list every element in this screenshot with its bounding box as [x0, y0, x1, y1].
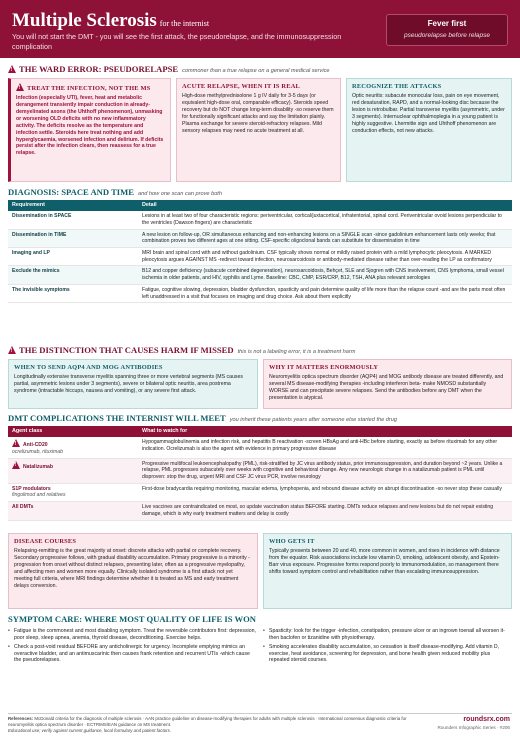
section-dmt-title: DMT COMPLICATIONS THE INTERNIST WILL MEET you inherit these patients years after someone else started the drug — [8, 413, 397, 423]
acute-relapse-box — [176, 78, 341, 182]
table-row — [8, 284, 512, 302]
agent-name: All DMTs — [12, 504, 34, 511]
box-text: Neuromyelitis optica spectrum disorder (AQP4) and MOG antibody disease are treated differently, and several MS disease-modifying therapies -including interferon beta- make NMOSD substantially WORSE and can precipitate severe relapses. Send the antibodies before any DMT when the presentation is atypical. — [269, 374, 504, 402]
dmt-table — [8, 426, 512, 521]
requirement-cell: Dissemination in TIME — [8, 229, 138, 247]
list-item: • Spasticity: look for the trigger -infection, constipation, pressure ulcer or an ingrown toenail all worsen it- then baclofen or tizanidine with physiotherapy. — [263, 628, 512, 642]
section-diagnosis-title: DIAGNOSIS: SPACE AND TIME and how one scan can prove both — [8, 187, 222, 197]
agent-name: S1P modulators — [12, 485, 51, 492]
warning-icon — [8, 346, 16, 354]
agent-name: Anti-CD20 — [23, 442, 48, 449]
table-row — [8, 437, 512, 458]
warning-icon — [16, 83, 24, 91]
detail-cell: Lesions in at least two of four characteristic regions: periventricular, cortical/juxtacortical, infratentorial, spinal cord. Periventricular ovoid lesions perpendicular to the ventricles (Dawson fingers) are characteristic — [138, 211, 512, 229]
references-text: McDonald criteria for the diagnosis of multiple sclerosis · AAN practice guideline on disease-modifying therapies for adults with multiple sclerosis · International consensus diagnostic criteria for neuromyelitis optica spectrum disorder · ECTRIMS/EAN guidance on MS treatment. — [8, 716, 407, 727]
page-title: Multiple Sclerosis for the internist — [12, 10, 210, 31]
requirement-cell: The invisible symptoms — [8, 284, 138, 302]
section-tag: commoner than a true relapse on a general medical service — [182, 68, 330, 74]
badge-subtitle: pseudorelapse before relapse — [403, 31, 490, 39]
watch-for-cell: Progressive multifocal leukoencephalopathy (PML), risk-stratified by JC virus antibody status, prior immunosuppression, and duration beyond ~2 years. Unlike a relapse, PML progresses subacutely over weeks with cognitive and behavioral change. Any new neurologic change in a natalizumab patient is PML until disproven: stop the drug, urgent MRI and CSF JC virus PCR, involve neurology — [138, 458, 512, 483]
table-header: What to watch for — [138, 426, 512, 437]
table-row — [8, 458, 512, 483]
section-tag: and how one scan can prove both — [138, 191, 222, 197]
section-symptom-title: SYMPTOM CARE: WHERE MOST QUALITY OF LIFE IS WON — [8, 614, 256, 624]
agent-cell — [8, 458, 138, 483]
agent-cell — [8, 437, 138, 458]
box-text: Optic neuritis: subacute monocular loss, pain on eye movement, red desaturation, RAPD, and a normal-looking disc because the lesion is retrobulbar. Partial transverse myelitis (asymmetric, under 3 segments). Internuclear ophthalmoplegia in a young patient is highly suggestive. Lhermitte sign and Uhthoff phenomenon are conduction effects, not new attacks. — [352, 93, 505, 134]
agent-cell — [8, 483, 138, 501]
site-link[interactable]: roundsrx.com — [463, 716, 510, 723]
footer-divider — [8, 713, 512, 714]
references-label: References: — [8, 716, 34, 721]
agent-examples: ocrelizumab, rituximab — [12, 448, 63, 455]
badge-title: Fever first — [427, 19, 467, 28]
table-row — [8, 266, 512, 284]
agent-cell — [8, 502, 138, 520]
detail-cell: A new lesion on follow-up, OR simultaneous enhancing and non-enhancing lesions on a SINGLE scan -since gadolinium enhancement lasts only weeks; that combination proves two different ages at one sitting. CSF-specific oligoclonal bands can substitute for dissemination in time — [138, 229, 512, 247]
box-text: High-dose methylprednisolone 1 g IV daily for 3-5 days (or equivalent high-dose oral, comparable efficacy). Steroids speed recovery but do NOT change long-term disability -so reserve them for functionally significant attacks and say the limitation plainly. Plasma exchange for severe steroid-refractory relapses. Mild sensory relapses may need no acute treatment at all. — [182, 93, 334, 134]
why-it-matters-box — [263, 359, 512, 409]
table-header: Requirement — [8, 200, 138, 211]
requirement-cell: Dissemination in SPACE — [8, 211, 138, 229]
symptom-right-column — [263, 628, 512, 666]
detail-cell: B12 and copper deficiency (subacute combined degeneration), neurosarcoidosis, Behçet, SLE and Sjogren with CNS involvement, CNS lymphoma, small vessel ischemia in older patients, and HIV, syphilis and Lyme. Baseline: CBC, CMP, ESR/CRP, B12, TSH, ANA plus relevant serologies — [138, 266, 512, 284]
watch-for-cell: Hypogammaglobulinemia and infection risk, and hepatitis B reactivation -screen HBsAg and anti-HBc before starting, exactly as before rituximab for any other indication. Ocrelizumab is also the agent with evidence in primary progressive disease — [138, 437, 512, 458]
table-row — [8, 229, 512, 247]
box-text: Typically presents between 20 and 40, more common in women, and rises in incidence with distance from the equator. Risk associations include low vitamin D, smoking, adolescent obesity, and Epstein-Barr virus exposure. Progressive forms respond poorly to immunomodulation, so management there shifts toward symptom control and rehabilitation rather than escalating immunosuppression. — [269, 548, 500, 576]
box-text: Longitudinally extensive transverse myelitis spanning three or more vertebral segments (MS causes partial, asymmetric lesions under 3 segments), severe or bilateral optic neuritis, area postrema syndrome (intractable hiccups, nausea and vomiting), or any severe first attack. — [14, 374, 243, 395]
disclaimer: Educational use; verify against current guidance, local formulary and patient factors. — [8, 727, 172, 733]
box-heading: WHEN TO SEND AQP4 AND MOG ANTIBODIES — [14, 364, 163, 371]
who-gets-it-box — [263, 533, 512, 609]
list-item: • Fatigue is the commonest and most disabling symptom. Treat the reversible contributors first: depression, poor sleep, sleep apnea, anemia, thyroid disease, deconditioning. Exercise helps. — [8, 628, 258, 642]
references — [8, 716, 418, 734]
box-heading: WHO GETS IT — [269, 538, 315, 545]
treat-infection-box — [8, 78, 171, 182]
section-tag: you inherit these patients years after someone else started the drug — [229, 417, 397, 423]
watch-for-cell: Live vaccines are contraindicated on most, so update vaccination status BEFORE starting. DMTs reduce relapses and new lesions but do not repair existing damage, which is why early treatment matters and delay is costly — [138, 502, 512, 520]
disease-courses-box — [8, 533, 258, 609]
agent-examples: fingolimod and relatives — [12, 492, 66, 499]
box-heading: DISEASE COURSES — [14, 538, 77, 545]
warning-icon — [12, 461, 20, 469]
table-row — [8, 211, 512, 229]
warning-icon — [8, 65, 16, 73]
page-subtitle: for the internist — [159, 19, 210, 28]
aqp4-mog-box — [8, 359, 258, 409]
box-heading: RECOGNIZE THE ATTACKS — [352, 83, 442, 90]
recognize-attacks-box — [346, 78, 512, 182]
requirement-cell: Exclude the mimics — [8, 266, 138, 284]
warning-icon — [12, 439, 20, 447]
requirement-cell: Imaging and LP — [8, 248, 138, 266]
list-item: • Smoking accelerates disability accumulation, so cessation is itself disease-modifying. Add vitamin D, exercise, heat avoidance, screening for depression, and bone health given reduced mobility plus repeated steroid courses. — [263, 644, 512, 665]
header-banner — [0, 0, 520, 58]
box-text: Relapsing-remitting is the great majority at onset: discrete attacks with partial or complete recovery. Secondary progressive follows, with gradual disability accumulation. Primary progressive is a minority -progression from onset without distinct relapses, presenting later, often as a progressive myelopathy, and affecting men and women more equally. Clinically isolated syndrome is a first attack not yet meeting full criteria, where MRI findings determine whether it is treated as MS and early treatment delays conversion. — [14, 548, 250, 589]
section-ward-error-title: !THE WARD ERROR: PSEUDORELAPSE commoner than a true relapse on a general medical service — [8, 64, 329, 75]
section-tag: this is not a labeling error, it is a treatment harm — [237, 349, 356, 355]
box-text: Infection (especially UTI), fever, heat and metabolic derangement transiently impair conduction in already-demyelinated axons (the Uhthoff phenomenon), unmasking or worsening OLD deficits with no new inflammatory activity. The deficits resolve as the temperature and infection settle. Steroids here treat nothing and add hyperglycaemia, worsened infection and delirium. If deficits persist after the infection clears, then reassess for a true relapse. — [16, 95, 164, 157]
detail-cell: MRI brain and spinal cord with and without gadolinium. CSF typically shows normal or mildly raised protein with a mild lymphocytic pleocytosis. A MARKED pleocytosis argues AGAINST MS -redirect toward infection, neurosarcoidosis or antibody-mediated disease rather than over-reading the LP as confirmatory — [138, 248, 512, 266]
detail-cell: Fatigue, cognitive slowing, depression, bladder dysfunction, spasticity and pain determine quality of life more than the relapse count -and are the parts most often left unaddressed in a visit that focuses on imaging and drug choice. Ask about them explicitly — [138, 284, 512, 302]
table-row — [8, 248, 512, 266]
box-heading: WHY IT MATTERS ENORMOUSLY — [269, 364, 379, 371]
symptom-left-column — [8, 628, 258, 666]
agent-name: Natalizumab — [23, 463, 54, 470]
series-label: Rounders Infographic Series · #206 — [437, 725, 510, 730]
box-heading: !TREAT THE INFECTION, NOT THE MS — [16, 83, 165, 93]
table-header: Detail — [138, 200, 512, 211]
diagnosis-table — [8, 200, 512, 303]
table-header: Agent class — [8, 426, 138, 437]
table-row — [8, 502, 512, 520]
lead-text: You will not start the DMT - you will see the first attack, the pseudorelapse, and the immunosuppression complication — [12, 32, 342, 51]
table-row — [8, 483, 512, 501]
watch-for-cell: First-dose bradycardia requiring monitoring, macular edema, lymphopenia, and rebound disease activity on abrupt discontinuation -so never stop these casually — [138, 483, 512, 501]
section-harm-title: !THE DISTINCTION THAT CAUSES HARM IF MISSED this is not a labeling error, it is a treatment harm — [8, 345, 355, 356]
fever-first-badge — [386, 14, 508, 46]
box-heading: ACUTE RELAPSE, WHEN IT IS REAL — [182, 83, 300, 90]
list-item: • Check a post-void residual BEFORE any anticholinergic for urgency. Incomplete emptying mimics an overactive bladder, and an antimuscarinic then causes frank retention and recurrent UTIs -which cause the pseudorelapses. — [8, 644, 258, 665]
